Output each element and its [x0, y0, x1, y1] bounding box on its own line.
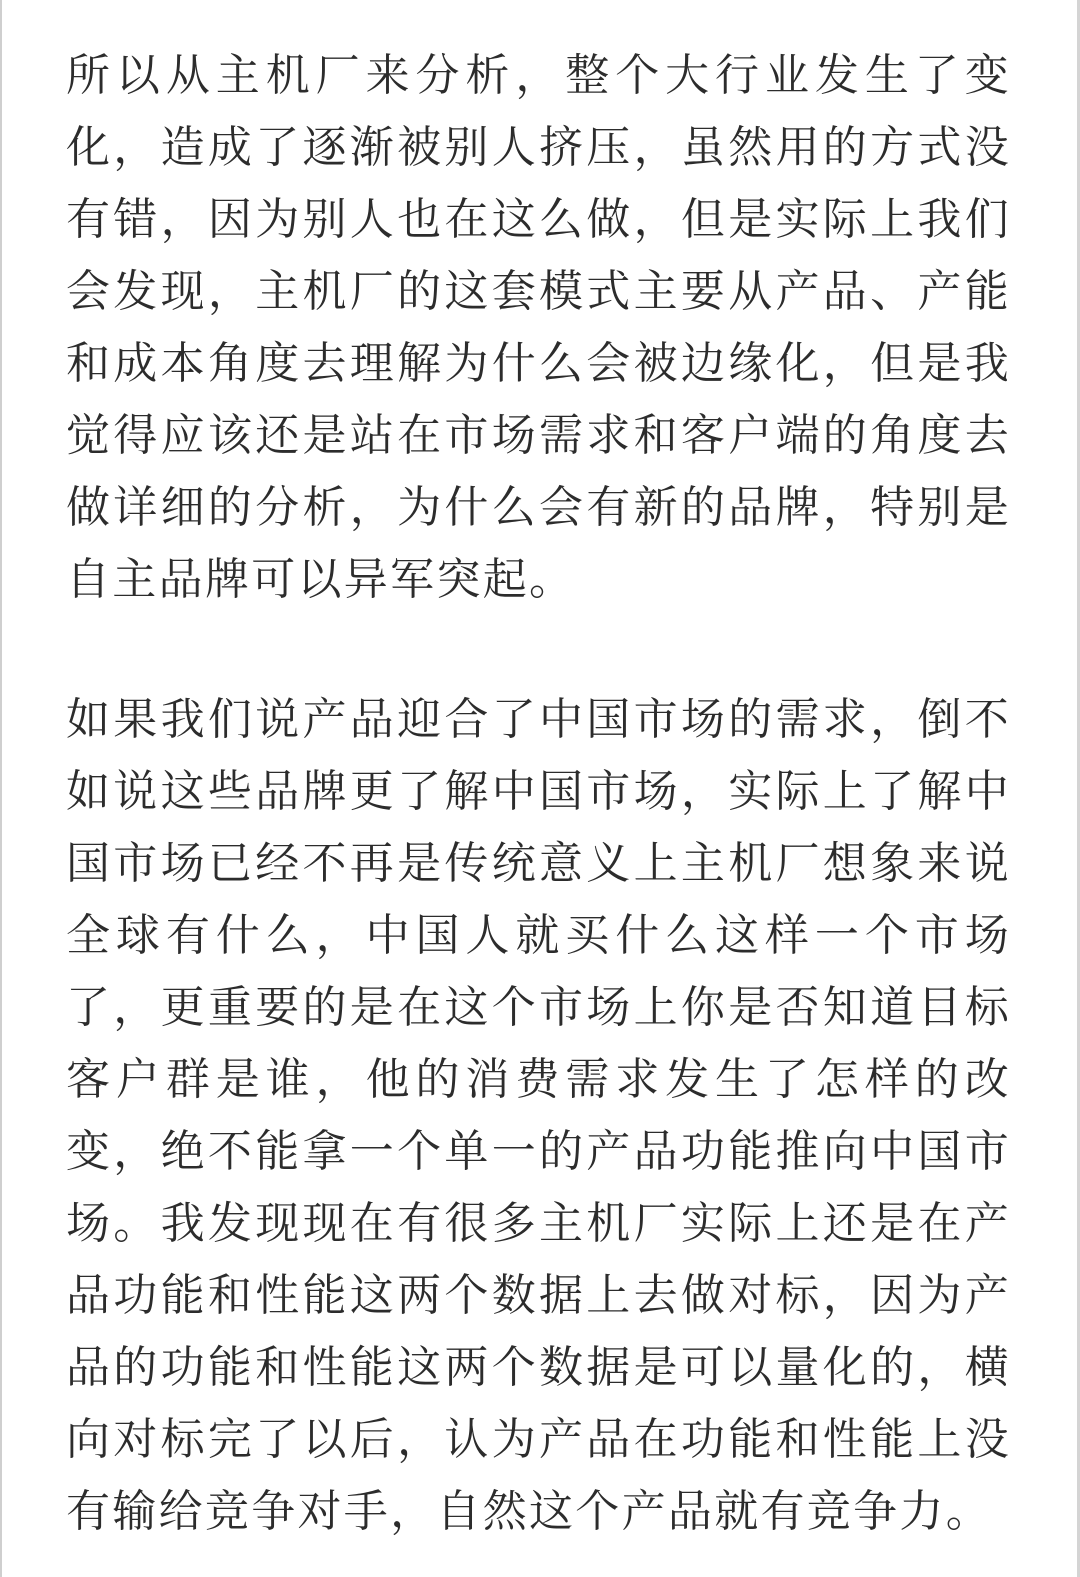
page-left-edge: [0, 0, 2, 1577]
paragraph-1: 所以从主机厂来分析，整个大行业发生了变化，造成了逐渐被别人挤压，虽然用的方式没有错，因为别人也在这么做，但是实际上我们会发现，主机厂的这套模式主要从产品、产能和成本角度去理解为什么会被边缘化，但是我觉得应该还是站在市场需求和客户端的角度去做详细的分析，为什么会有新的品牌，特别是自主品牌可以异军突起。: [66, 50, 1011, 605]
article-body: [66, 40, 1011, 1548]
paragraph-2: 如果我们说产品迎合了中国市场的需求，倒不如说这些品牌更了解中国市场，实际上了解中国市场已经不再是传统意义上主机厂想象来说全球有什么，中国人就买什么这样一个市场了，更重要的是在这个市场上你是否知道目标客户群是谁，他的消费需求发生了怎样的改变，绝不能拿一个单一的产品功能推向中国市场。我发现现在有很多主机厂实际上还是在产品功能和性能这两个数据上去做对标，因为产品的功能和性能这两个数据是可以量化的，横向对标完了以后，认为产品在功能和性能上没有输给竞争对手，自然这个产品就有竞争力。: [66, 694, 1011, 1537]
